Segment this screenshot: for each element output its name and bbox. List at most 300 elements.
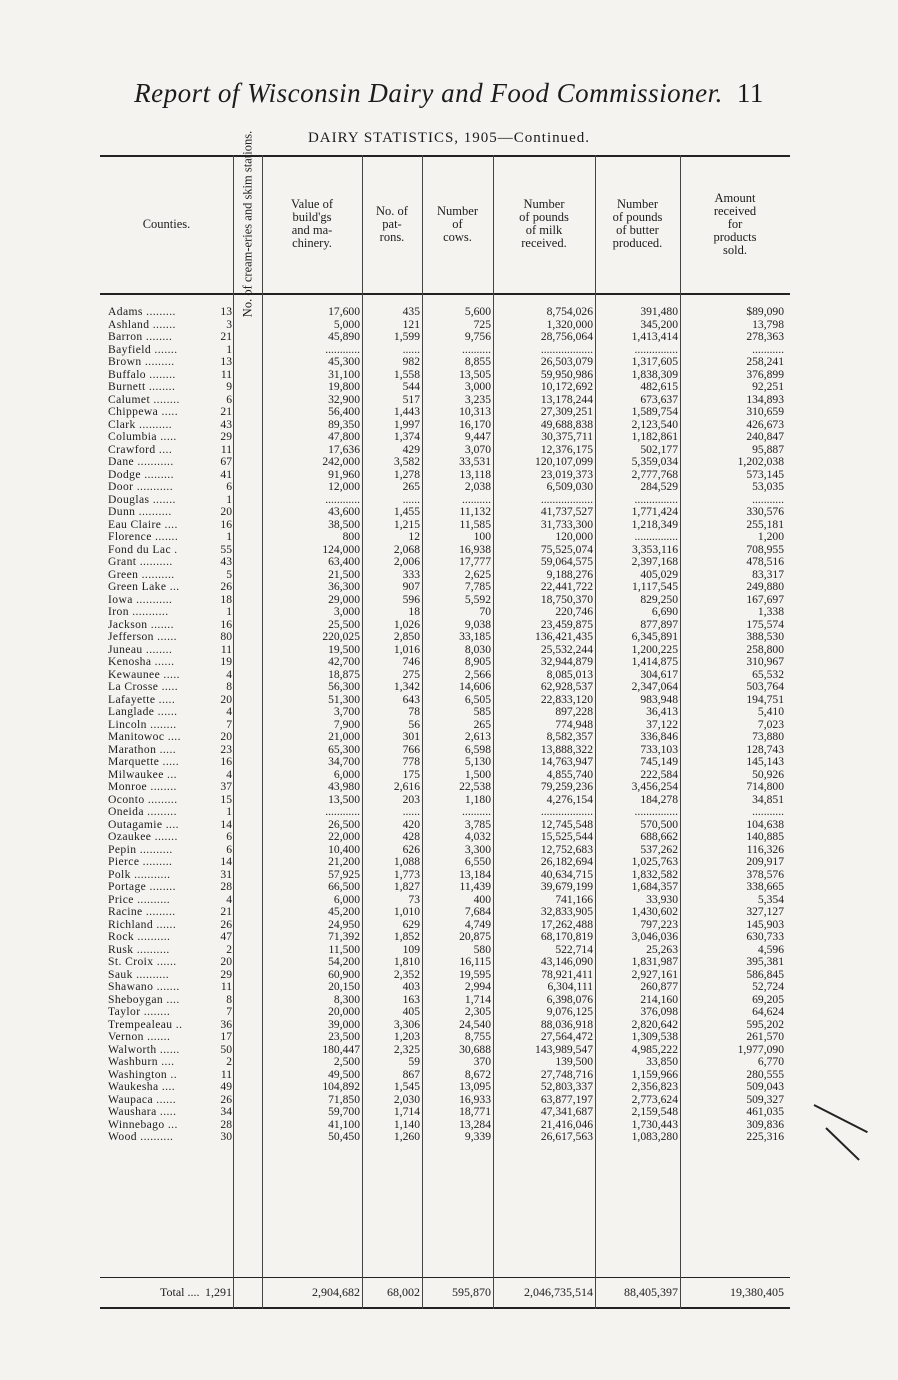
cell-cows: .......... <box>462 342 491 356</box>
cell-butter: 2,397,168 <box>631 555 678 568</box>
cell-butter: 345,200 <box>640 317 678 331</box>
cell-amount: 52,724 <box>752 980 784 993</box>
cell-amount: 13,798 <box>752 317 784 331</box>
cell-cows: 400 <box>473 892 491 906</box>
header-counties <box>100 155 233 293</box>
cell-value: 10,400 <box>328 842 360 856</box>
cell-stations: 16 <box>220 755 232 768</box>
cell-value: 31,100 <box>328 367 360 381</box>
cell-amount: 278,363 <box>746 330 784 343</box>
cell-patrons: ...... <box>402 805 420 818</box>
cell-county: Ozaukee ....... <box>108 830 178 843</box>
cell-butter: 376,098 <box>640 1005 678 1018</box>
cell-patrons: 2,068 <box>393 542 420 556</box>
cell-value: 23,500 <box>328 1030 360 1043</box>
cell-value: 50,450 <box>328 1130 360 1143</box>
cell-value: 29,000 <box>328 592 360 606</box>
cell-butter: 1,589,754 <box>631 405 678 418</box>
cell-stations: 6 <box>226 480 232 493</box>
cell-patrons: 18 <box>408 605 420 618</box>
cell-milk: 8,085,013 <box>546 667 593 681</box>
table-row <box>100 430 790 443</box>
total-stations: 1,291 <box>205 1285 232 1299</box>
table-row <box>100 393 790 406</box>
cell-cows: 580 <box>473 942 491 956</box>
cell-value: 24,950 <box>328 917 360 931</box>
page-number: 11 <box>736 78 764 108</box>
cell-patrons: 982 <box>402 355 420 368</box>
cell-patrons: 544 <box>402 380 420 393</box>
cell-butter: 1,831,987 <box>631 955 678 968</box>
cell-butter: 2,927,161 <box>631 967 678 981</box>
cell-value: 47,800 <box>328 430 360 443</box>
cell-cows: 5,600 <box>464 305 491 318</box>
cell-butter: 1,083,280 <box>631 1130 678 1143</box>
cell-stations: 67 <box>220 455 232 468</box>
table-row <box>100 1018 790 1031</box>
cell-value: 43,600 <box>328 505 360 518</box>
header-butter-line: Number <box>617 197 658 211</box>
cell-county: Calumet ........ <box>108 392 180 406</box>
cell-milk: 79,259,236 <box>540 780 593 793</box>
cell-value: 91,960 <box>328 467 360 481</box>
cell-amount: $89,090 <box>746 305 784 318</box>
total-top-rule <box>100 1277 790 1278</box>
cell-patrons: 420 <box>402 817 420 831</box>
pencil-mark <box>814 1104 868 1133</box>
table-row <box>100 955 790 968</box>
cell-milk: 26,617,563 <box>540 1130 593 1143</box>
cell-cows: 265 <box>473 717 491 731</box>
cell-value: 56,300 <box>328 680 360 693</box>
cell-county: Sheboygan .... <box>108 992 180 1006</box>
cell-value: ............ <box>325 805 360 818</box>
cell-milk: 62,928,537 <box>540 680 593 693</box>
cell-cows: 8,030 <box>464 642 491 656</box>
cell-county: Dunn .......... <box>108 505 172 518</box>
cell-patrons: 1,010 <box>393 905 420 918</box>
table-row <box>100 830 790 843</box>
cell-county: Juneau ........ <box>108 642 173 656</box>
cell-stations: 26 <box>220 1092 232 1106</box>
table-row <box>100 443 790 456</box>
cell-value: 51,300 <box>328 692 360 706</box>
table-row <box>100 893 790 906</box>
cell-patrons: 1,810 <box>393 955 420 968</box>
cell-patrons: 12 <box>408 530 420 543</box>
cell-butter: 304,617 <box>640 667 678 681</box>
cell-amount: 34,851 <box>752 792 784 806</box>
cell-value: 104,892 <box>322 1080 360 1093</box>
cell-milk: 27,309,251 <box>540 405 593 418</box>
cell-value: 12,000 <box>328 480 360 493</box>
cell-amount: 378,576 <box>746 867 784 881</box>
header-patrons-line: pat- <box>382 216 402 231</box>
cell-cows: 7,684 <box>464 905 491 918</box>
cell-stations: 5 <box>226 567 232 581</box>
table-row <box>100 705 790 718</box>
cell-county: Burnett ........ <box>108 380 176 393</box>
cell-value: 49,500 <box>328 1067 360 1081</box>
cell-amount: 261,570 <box>746 1030 784 1043</box>
cell-milk: 49,688,838 <box>540 417 593 431</box>
cell-patrons: 109 <box>402 942 420 956</box>
table-row <box>100 330 790 343</box>
cell-cows: 8,905 <box>464 655 491 668</box>
cell-county: Sauk .......... <box>108 967 170 981</box>
cell-patrons: 746 <box>402 655 420 668</box>
cell-value: 45,200 <box>328 905 360 918</box>
cell-butter: 6,690 <box>651 605 678 618</box>
cell-amount: 175,574 <box>746 617 784 631</box>
cell-value: 5,000 <box>333 317 360 331</box>
header-cows-line: of <box>452 216 463 231</box>
cell-patrons: 778 <box>402 755 420 768</box>
table-row <box>100 1068 790 1081</box>
cell-stations: 1 <box>226 530 232 543</box>
table-row <box>100 743 790 756</box>
cell-milk: 31,733,300 <box>540 517 593 531</box>
cell-county: Bayfield ....... <box>108 342 178 356</box>
cell-county: Oneida ......... <box>108 805 177 818</box>
cell-butter: 1,117,545 <box>632 580 678 593</box>
cell-stations: 8 <box>226 992 232 1006</box>
header-amount-line: sold. <box>723 242 747 257</box>
cell-patrons: 301 <box>402 730 420 743</box>
cell-stations: 13 <box>220 305 232 318</box>
table-row <box>100 455 790 468</box>
header-counties-label: Counties. <box>142 216 191 231</box>
cell-county: Buffalo ........ <box>108 367 176 381</box>
cell-patrons: 2,325 <box>393 1042 420 1056</box>
cell-amount: 134,893 <box>746 392 784 406</box>
table-row <box>100 568 790 581</box>
cell-cows: 8,855 <box>464 355 491 368</box>
cell-county: Brown ......... <box>108 355 175 368</box>
cell-value: 18,875 <box>328 667 360 681</box>
cell-amount: 573,145 <box>746 467 784 481</box>
table-row <box>100 543 790 556</box>
cell-milk: 220,746 <box>555 605 593 618</box>
cell-stations: 28 <box>220 1117 232 1131</box>
header-cows-line: Number <box>437 203 478 218</box>
cell-milk: 13,888,322 <box>540 742 593 756</box>
cell-amount: 310,967 <box>746 655 784 668</box>
cell-patrons: 766 <box>402 742 420 756</box>
page-header <box>0 78 898 109</box>
cell-stations: 11 <box>220 367 232 381</box>
cell-county: Kewaunee ..... <box>108 667 180 681</box>
cell-amount: 630,733 <box>746 930 784 943</box>
total-row <box>100 1285 790 1299</box>
cell-butter: 537,262 <box>640 842 678 856</box>
table-row <box>100 1005 790 1018</box>
cell-amount: 92,251 <box>752 380 784 393</box>
cell-amount: 395,381 <box>746 955 784 968</box>
cell-milk: 68,170,819 <box>540 930 593 943</box>
cell-value: 8,300 <box>333 992 360 1006</box>
cell-amount: 1,200 <box>757 530 784 543</box>
cell-milk: 9,188,276 <box>546 567 593 581</box>
table-row <box>100 618 790 631</box>
cell-amount: 65,532 <box>752 667 784 681</box>
cell-patrons: 1,545 <box>393 1080 420 1093</box>
cell-cows: 16,115 <box>459 955 491 968</box>
total-amount: 19,380,405 <box>730 1285 784 1299</box>
header-milk <box>493 155 595 293</box>
cell-butter: 37,122 <box>646 717 678 731</box>
cell-county: Crawford .... <box>108 442 173 456</box>
cell-amount: 376,899 <box>746 367 784 381</box>
cell-milk: 143,989,547 <box>535 1042 593 1056</box>
cell-butter: 36,413 <box>646 705 678 718</box>
cell-county: Walworth ...... <box>108 1042 180 1056</box>
cell-cows: 5,592 <box>464 592 491 606</box>
table-row <box>100 1030 790 1043</box>
table-row <box>100 355 790 368</box>
header-patrons-line: rons. <box>379 229 405 244</box>
cell-butter: 797,223 <box>640 917 678 931</box>
cell-cows: 1,500 <box>464 767 491 781</box>
cell-stations: 21 <box>220 905 232 918</box>
cell-milk: 8,582,357 <box>546 730 593 743</box>
table-row <box>100 468 790 481</box>
cell-patrons: 1,088 <box>393 855 420 868</box>
cell-amount: 4,596 <box>757 942 784 956</box>
cell-butter: 6,345,891 <box>631 630 678 643</box>
cell-cows: .......... <box>462 492 491 506</box>
cell-cows: 725 <box>473 317 491 331</box>
cell-amount: 50,926 <box>752 767 784 781</box>
cell-value: 220,025 <box>322 630 360 643</box>
cell-milk: 32,833,905 <box>540 905 593 918</box>
cell-patrons: 163 <box>402 992 420 1006</box>
cell-amount: 64,624 <box>752 1005 784 1018</box>
cell-amount: 240,847 <box>746 430 784 443</box>
cell-amount: 327,127 <box>746 905 784 918</box>
cell-milk: 43,146,090 <box>540 955 593 968</box>
cell-amount: 145,903 <box>746 917 784 931</box>
cell-cows: 1,180 <box>464 792 491 806</box>
cell-butter: ............... <box>634 342 678 356</box>
cell-butter: 1,200,225 <box>631 642 678 656</box>
cell-value: 36,300 <box>328 580 360 593</box>
cell-patrons: 275 <box>402 667 420 681</box>
cell-value: 6,000 <box>333 767 360 781</box>
table-row <box>100 593 790 606</box>
cell-county: Florence ....... <box>108 530 179 543</box>
cell-county: Dane ........... <box>108 455 174 468</box>
cell-cows: 70 <box>479 605 491 618</box>
cell-value: 21,500 <box>328 567 360 581</box>
cell-milk: 26,503,079 <box>540 355 593 368</box>
cell-milk: 522,714 <box>555 942 593 956</box>
cell-value: 45,890 <box>328 330 360 343</box>
cell-milk: 63,877,197 <box>540 1092 593 1106</box>
cell-stations: 47 <box>220 930 232 943</box>
cell-amount: 258,800 <box>746 642 784 656</box>
cell-stations: 16 <box>220 517 232 531</box>
cell-amount: 140,885 <box>746 830 784 843</box>
cell-value: 41,100 <box>328 1117 360 1131</box>
cell-patrons: 517 <box>402 392 420 406</box>
cell-cows: 20,875 <box>459 930 491 943</box>
cell-milk: 47,341,687 <box>540 1105 593 1118</box>
cell-amount: 426,673 <box>746 417 784 431</box>
cell-stations: 6 <box>226 842 232 856</box>
cell-stations: 43 <box>220 555 232 568</box>
cell-milk: 27,748,716 <box>540 1067 593 1081</box>
table-row <box>100 505 790 518</box>
cell-county: Rock .......... <box>108 930 171 943</box>
cell-cows: 10,313 <box>459 405 491 418</box>
cell-patrons: 1,278 <box>393 467 420 481</box>
cell-butter: 284,529 <box>640 480 678 493</box>
cell-amount: 83,317 <box>752 567 784 581</box>
header-milk-line: Number <box>523 197 565 211</box>
cell-patrons: ...... <box>402 342 420 356</box>
table-row <box>100 318 790 331</box>
cell-stations: 15 <box>220 792 232 806</box>
table-row <box>100 930 790 943</box>
cell-patrons: 596 <box>402 592 420 606</box>
cell-stations: 4 <box>226 705 232 718</box>
cell-patrons: 1,140 <box>393 1117 420 1131</box>
cell-milk: 120,000 <box>555 530 593 543</box>
cell-patrons: 1,455 <box>393 505 420 518</box>
cell-amount: 310,659 <box>746 405 784 418</box>
header-bottom-rule <box>100 293 790 295</box>
cell-cows: 2,305 <box>464 1005 491 1018</box>
total-cows: 595,870 <box>452 1285 491 1299</box>
cell-stations: 20 <box>220 505 232 518</box>
cell-cows: 8,755 <box>464 1030 491 1043</box>
cell-milk: 6,398,076 <box>546 992 593 1006</box>
cell-butter: 2,123,540 <box>631 417 678 431</box>
cell-patrons: ...... <box>402 492 420 506</box>
cell-patrons: 265 <box>402 480 420 493</box>
cell-patrons: 629 <box>402 917 420 931</box>
cell-patrons: 1,714 <box>393 1105 420 1118</box>
cell-patrons: 2,850 <box>393 630 420 643</box>
cell-patrons: 626 <box>402 842 420 856</box>
cell-county: Iron ........... <box>108 605 169 618</box>
header-butter-line: of pounds <box>612 210 663 224</box>
cell-stations: 13 <box>220 355 232 368</box>
cell-milk: 23,019,373 <box>540 467 593 481</box>
cell-butter: 2,820,642 <box>631 1017 678 1031</box>
cell-amount: 330,576 <box>746 505 784 518</box>
cell-cows: 1,714 <box>464 992 491 1006</box>
cell-butter: 25,263 <box>646 942 678 956</box>
cell-stations: 2 <box>226 1055 232 1068</box>
cell-milk: 88,036,918 <box>540 1017 593 1031</box>
cell-county: Richland ...... <box>108 917 177 931</box>
header-patrons <box>362 155 422 293</box>
cell-amount: 388,530 <box>746 630 784 643</box>
cell-patrons: 56 <box>408 717 420 731</box>
cell-butter: 184,278 <box>640 792 678 806</box>
cell-amount: 461,035 <box>746 1105 784 1118</box>
cell-milk: 22,833,120 <box>540 692 593 706</box>
header-cows-line: cows. <box>443 229 472 244</box>
header-cows <box>422 155 493 293</box>
cell-county: Lafayette ..... <box>108 692 176 706</box>
cell-county: Outagamie .... <box>108 817 179 831</box>
cell-butter: 2,159,548 <box>631 1105 678 1118</box>
cell-butter: 1,771,424 <box>631 505 678 518</box>
cell-value: 42,700 <box>328 655 360 668</box>
cell-cows: 5,130 <box>464 755 491 768</box>
cell-value: 20,000 <box>328 1005 360 1018</box>
cell-stations: 21 <box>220 405 232 418</box>
header-amount-line: products <box>713 229 757 244</box>
cell-county: Green Lake ... <box>108 580 180 593</box>
cell-butter: 1,159,966 <box>631 1067 678 1081</box>
total-value: 2,904,682 <box>312 1285 360 1299</box>
table-row <box>100 480 790 493</box>
cell-patrons: 1,558 <box>393 367 420 381</box>
cell-stations: 23 <box>220 742 232 756</box>
cell-amount: 104,638 <box>746 817 784 831</box>
cell-county: Ashland ....... <box>108 317 176 331</box>
cell-value: 25,500 <box>328 617 360 631</box>
cell-value: 7,900 <box>333 717 360 731</box>
cell-stations: 2 <box>226 942 232 956</box>
cell-milk: 14,763,947 <box>540 755 593 768</box>
table-row <box>100 818 790 831</box>
cell-county: Grant .......... <box>108 555 173 568</box>
cell-patrons: 333 <box>402 567 420 581</box>
cell-patrons: 2,006 <box>393 555 420 568</box>
cell-value: 180,447 <box>322 1042 360 1056</box>
table-row <box>100 493 790 506</box>
table-row <box>100 1105 790 1118</box>
cell-milk: 17,262,488 <box>540 917 593 931</box>
cell-patrons: 1,203 <box>393 1030 420 1043</box>
cell-amount: 708,955 <box>746 542 784 556</box>
cell-value: 71,850 <box>328 1092 360 1106</box>
cell-county: Oconto ......... <box>108 792 178 806</box>
cell-value: 20,150 <box>328 980 360 993</box>
cell-value: ............ <box>325 342 360 356</box>
cell-butter: 1,413,414 <box>631 330 678 343</box>
cell-amount: ........... <box>752 805 784 818</box>
header-stations-label: No. of cream-eries and skim stations. <box>240 130 255 318</box>
table-row <box>100 755 790 768</box>
cell-county: Trempealeau .. <box>108 1017 183 1031</box>
cell-butter: 4,985,222 <box>631 1042 678 1056</box>
cell-stations: 11 <box>220 1067 232 1081</box>
cell-butter: 3,046,036 <box>631 930 678 943</box>
cell-stations: 7 <box>226 1005 232 1018</box>
cell-cows: 9,756 <box>464 330 491 343</box>
cell-county: Waupaca ...... <box>108 1092 177 1106</box>
cell-butter: 482,615 <box>640 380 678 393</box>
cell-amount: 167,697 <box>746 592 784 606</box>
cell-stations: 4 <box>226 667 232 681</box>
cell-milk: 75,525,074 <box>540 542 593 556</box>
cell-value: 800 <box>342 530 360 543</box>
cell-stations: 41 <box>220 467 232 481</box>
cell-amount: 509,043 <box>746 1080 784 1093</box>
cell-patrons: 428 <box>402 830 420 843</box>
cell-cows: 2,625 <box>464 567 491 581</box>
cell-stations: 16 <box>220 617 232 631</box>
cell-butter: 1,430,602 <box>631 905 678 918</box>
cell-value: 39,000 <box>328 1017 360 1031</box>
cell-milk: 22,441,722 <box>540 580 593 593</box>
